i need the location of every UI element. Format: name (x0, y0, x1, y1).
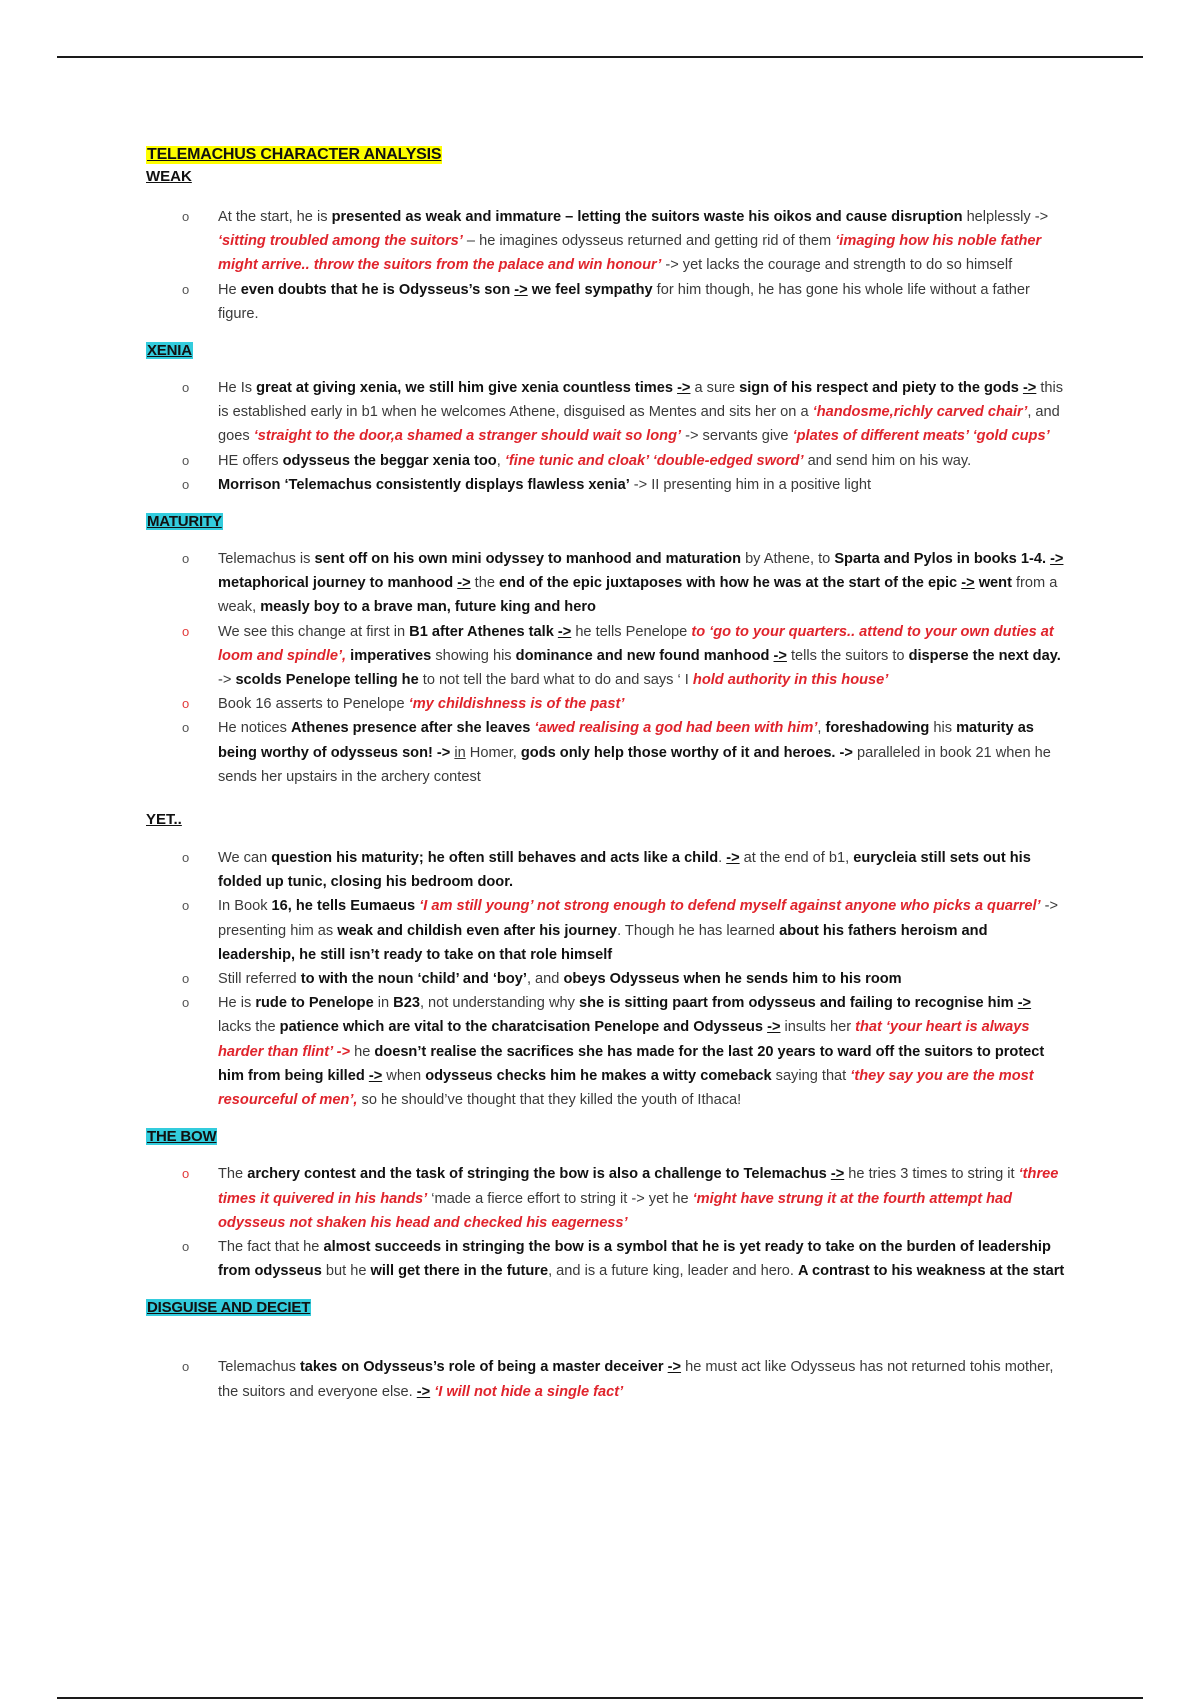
list-item: o We can question his maturity; he often still behaves and acts like a child. -> at the end of b1, eurycleia still sets out his folded up tunic, closing his bedroom door. (146, 846, 1066, 894)
bow-list (146, 1162, 1066, 1283)
list-item: o He even doubts that he is Odysseus’s son -> we feel sympathy for him though, he has gone his whole life without a father figure. (146, 278, 1066, 326)
weak-list (146, 205, 1066, 326)
top-rule (57, 56, 1143, 58)
list-item: o At the start, he is presented as weak and immature – letting the suitors waste his oikos and cause disruption helplessly -> ‘sitting troubled among the suitors’ – he imagines odysseus returned and getting rid of them ‘imaging how his noble father might arrive.. throw the suitors from the palace and win honour’ -> yet lacks the courage and strength to do so himself (146, 205, 1066, 278)
list-item: o We see this change at first in B1 after Athenes talk -> he tells Penelope to ‘go to your quarters.. attend to your own duties at loom and spindle’, imperatives showing his dominance and new found manhood -> tells the suitors to disperse the next day. -> scolds Penelope telling he to not tell the bard what to do and says ‘ I hold authority in this house’ (146, 620, 1066, 693)
list-item: o He notices Athenes presence after she leaves ‘awed realising a god had been with him’, foreshadowing his maturity as being worthy of odysseus son! -> in Homer, gods only help those worthy of it and heroes. -> paralleled in book 21 when he sends her upstairs in the archery contest (146, 716, 1066, 789)
section-heading-maturity: MATURITY (147, 513, 222, 531)
list-item: o Morrison ‘Telemachus consistently displays flawless xenia’ -> II presenting him in a positive light (146, 473, 1066, 497)
list-item: o He Is great at giving xenia, we still him give xenia countless times -> a sure sign of his respect and piety to the gods -> this is established early in b1 when he welcomes Athene, disguised as Mentes and sits her on a ‘handosme,richly carved chair’, and goes ‘straight to the door,a shamed a stranger should wait so long’ -> servants give ‘plates of different meats’ ‘gold cups’ (146, 376, 1066, 449)
section-heading-the-bow: THE BOW (147, 1128, 217, 1146)
disguise-list (146, 1355, 1066, 1403)
list-item: o The archery contest and the task of stringing the bow is also a challenge to Telemachus -> he tries 3 times to string it ‘three times it quivered in his hands’ ‘made a fierce effort to string it -> yet he ‘might have strung it at the fourth attempt had odysseus not shaken his head and checked his eagerness’ (146, 1162, 1066, 1235)
xenia-list (146, 376, 1066, 497)
list-item: o Telemachus is sent off on his own mini odyssey to manhood and maturation by Athene, to Sparta and Pylos in books 1-4. -> metaphorical journey to manhood -> the end of the epic juxtaposes with how he was at the start of the epic -> went from a weak, measly boy to a brave man, future king and hero (146, 547, 1066, 620)
document-body (146, 146, 1066, 1404)
list-item: o Still referred to with the noun ‘child’ and ‘boy’, and obeys Odysseus when he sends him to his room (146, 967, 1066, 991)
list-item: o Book 16 asserts to Penelope ‘my childishness is of the past’ (146, 692, 1066, 716)
section-heading-xenia: XENIA (147, 342, 192, 360)
list-item: o He is rude to Penelope in B23, not understanding why she is sitting paart from odysseus and failing to recognise him -> lacks the patience which are vital to the charatcisation Penelope and Odysseus -> insults her that ‘your heart is always harder than flint’ -> he doesn’t realise the sacrifices she has made for the last 20 years to ward off the suitors to protect him from being killed -> when odysseus checks him he makes a witty comeback saying that ‘they say you are the most resourceful of men’, so he should’ve thought that they killed the youth of Ithaca! (146, 991, 1066, 1112)
yet-list (146, 846, 1066, 1112)
maturity-list (146, 547, 1066, 789)
list-item: o The fact that he almost succeeds in stringing the bow is a symbol that he is yet ready to take on the burden of leadership from odysseus but he will get there in the future, and is a future king, leader and hero. A contrast to his weakness at the start (146, 1235, 1066, 1283)
bottom-rule (57, 1697, 1143, 1699)
list-item: o Telemachus takes on Odysseus’s role of being a master deceiver -> he must act like Odysseus has not returned tohis mother, the suitors and everyone else. -> ‘I will not hide a single fact’ (146, 1355, 1066, 1403)
section-heading-yet: YET.. (146, 811, 182, 829)
page-title: TELEMACHUS CHARACTER ANALYSIS (147, 146, 442, 163)
list-item: o In Book 16, he tells Eumaeus ‘I am still young’ not strong enough to defend myself against anyone who picks a quarrel’ -> presenting him as weak and childish even after his journey. Though he has learned about his fathers heroism and leadership, he still isn’t ready to take on that role himself (146, 894, 1066, 967)
section-heading-weak: WEAK (146, 168, 192, 185)
list-item: o HE offers odysseus the beggar xenia too, ‘fine tunic and cloak’ ‘double-edged sword’ and send him on his way. (146, 449, 1066, 473)
section-heading-disguise-and-deceit: DISGUISE AND DECIET (147, 1299, 311, 1317)
